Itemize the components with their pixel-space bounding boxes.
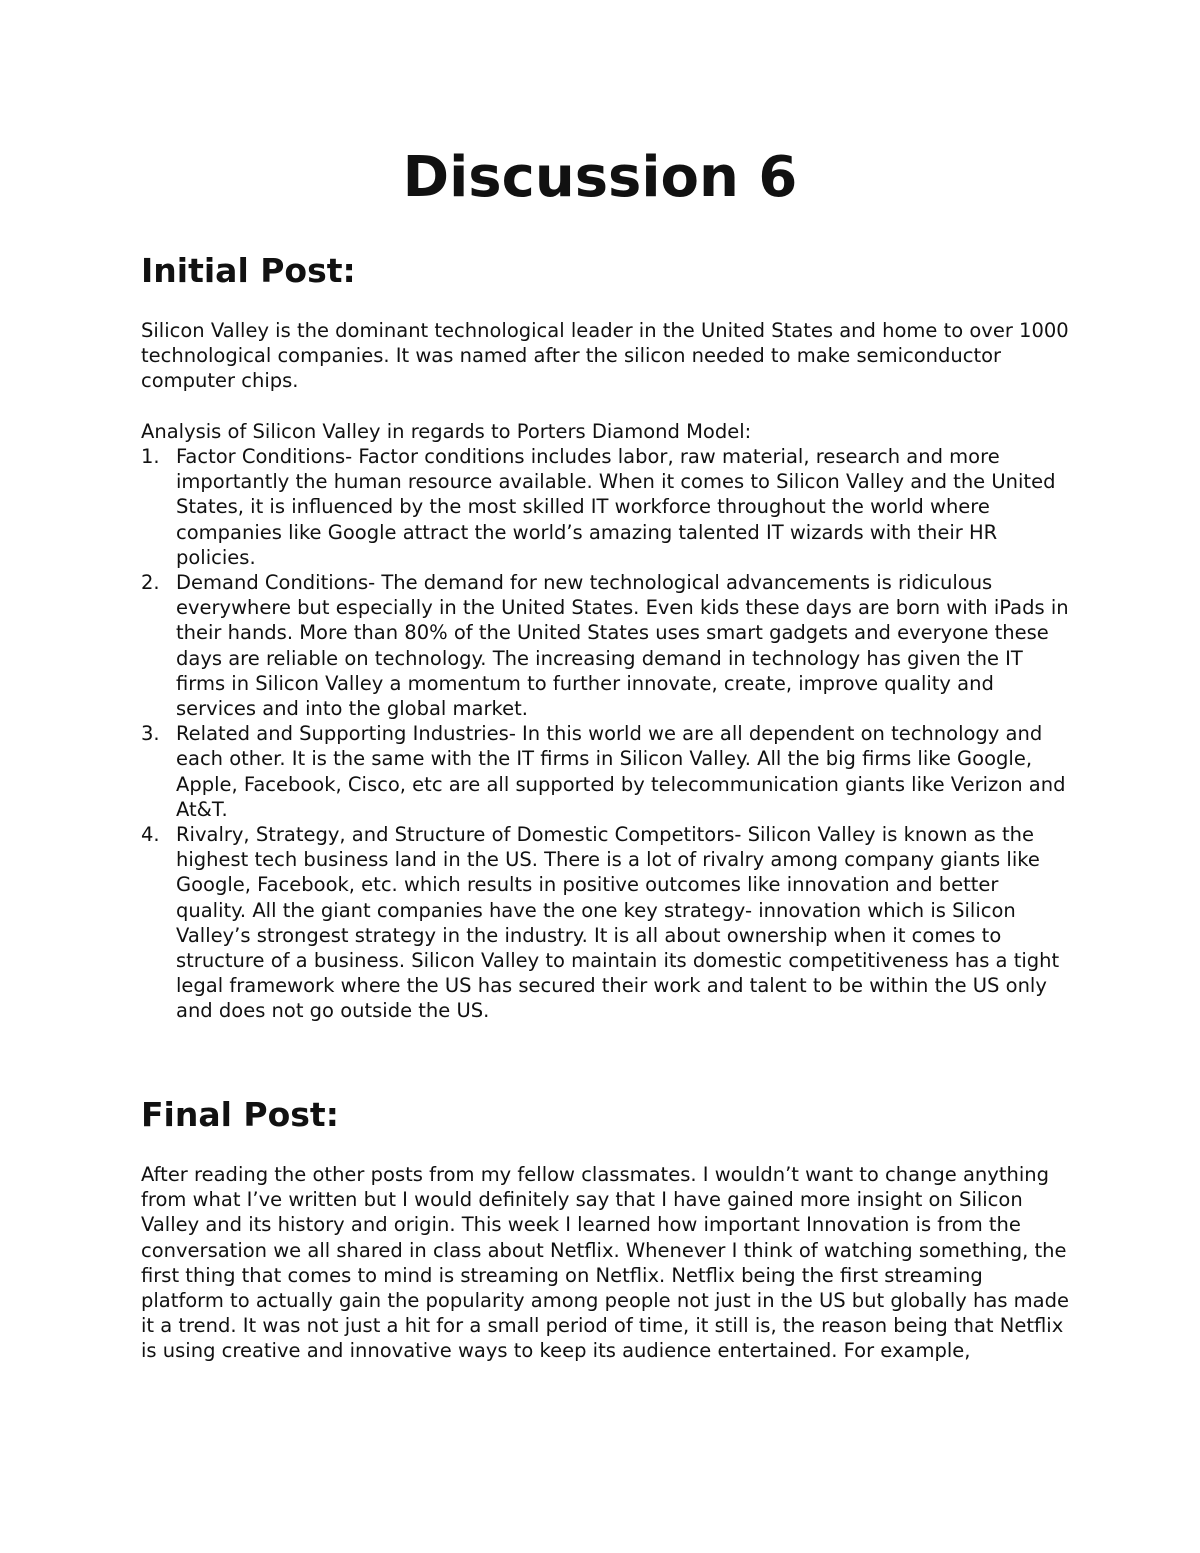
document-title: Discussion 6 — [402, 145, 798, 210]
list-item — [141, 822, 1071, 1024]
intro-paragraph: Silicon Valley is the dominant technological leader in the United States and home to over 1000 technological companies. It was named after the silicon needed to make semiconductor computer chips. — [141, 319, 1069, 393]
list-item — [141, 444, 1071, 570]
list-item-text: Factor Conditions- Factor conditions includes labor, raw material, research and more importantly the human resource available. When it comes to Silicon Valley and the United States, it is influenced by the most skilled IT workforce throughout the world where companies like Google attract the world’s amazing talented IT wizards with their HR policies. — [176, 445, 1056, 569]
final-paragraph: After reading the other posts from my fellow classmates. I wouldn’t want to change anything from what I’ve written but I would definitely say that I have gained more insight on Silicon Valley and its history and origin. This week I learned how important Innovation is from the conversation we all shared in class about Netflix. Whenever I think of watching something, the first thing that comes to mind is streaming on Netflix. Netflix being the first streaming platform to actually gain the popularity among people not just in the US but globally has made it a trend. It was not just a hit for a small period of time, it still is, the reason being that Netflix is using creative and innovative ways to keep its audience entertained. For example, — [141, 1163, 1070, 1363]
porters-diamond-list — [141, 444, 1071, 1024]
list-item-text: Rivalry, Strategy, and Structure of Domestic Competitors- Silicon Valley is known as the highest tech business land in the US. There is a lot of rivalry among company giants like Google, Facebook, etc. which results in positive outcomes like innovation and better quality. All the giant companies have the one key strategy- innovation which is Silicon Valley’s strongest strategy in the industry. It is all about ownership when it comes to structure of a business. Silicon Valley to maintain its domestic competitiveness has a tight legal framework where the US has secured their work and talent to be within the US only and does not go outside the US. — [176, 823, 1060, 1023]
final-post-heading: Final Post: — [141, 1095, 339, 1134]
list-item-number: 3. — [141, 722, 160, 746]
list-item — [141, 570, 1071, 721]
list-item — [141, 721, 1071, 822]
list-item-number: 4. — [141, 823, 160, 847]
list-item-text: Related and Supporting Industries- In this world we are all dependent on technology and each other. It is the same with the IT firms in Silicon Valley. All the big firms like Google, Apple, Facebook, Cisco, etc are all supported by telecommunication giants like Verizon and At&T. — [176, 722, 1066, 821]
list-item-number: 2. — [141, 571, 160, 595]
initial-post-heading: Initial Post: — [141, 251, 356, 290]
list-item-text: Demand Conditions- The demand for new technological advancements is ridiculous everywhere but especially in the United States. Even kids these days are born with iPads in their hands. More than 80% of the United States uses smart gadgets and everyone these days are reliable on technology. The increasing demand in technology has given the IT firms in Silicon Valley a momentum to further innovate, create, improve quality and services and into the global market. — [176, 571, 1069, 721]
analysis-heading: Analysis of Silicon Valley in regards to Porters Diamond Model: — [141, 420, 752, 443]
list-item-number: 1. — [141, 445, 160, 468]
